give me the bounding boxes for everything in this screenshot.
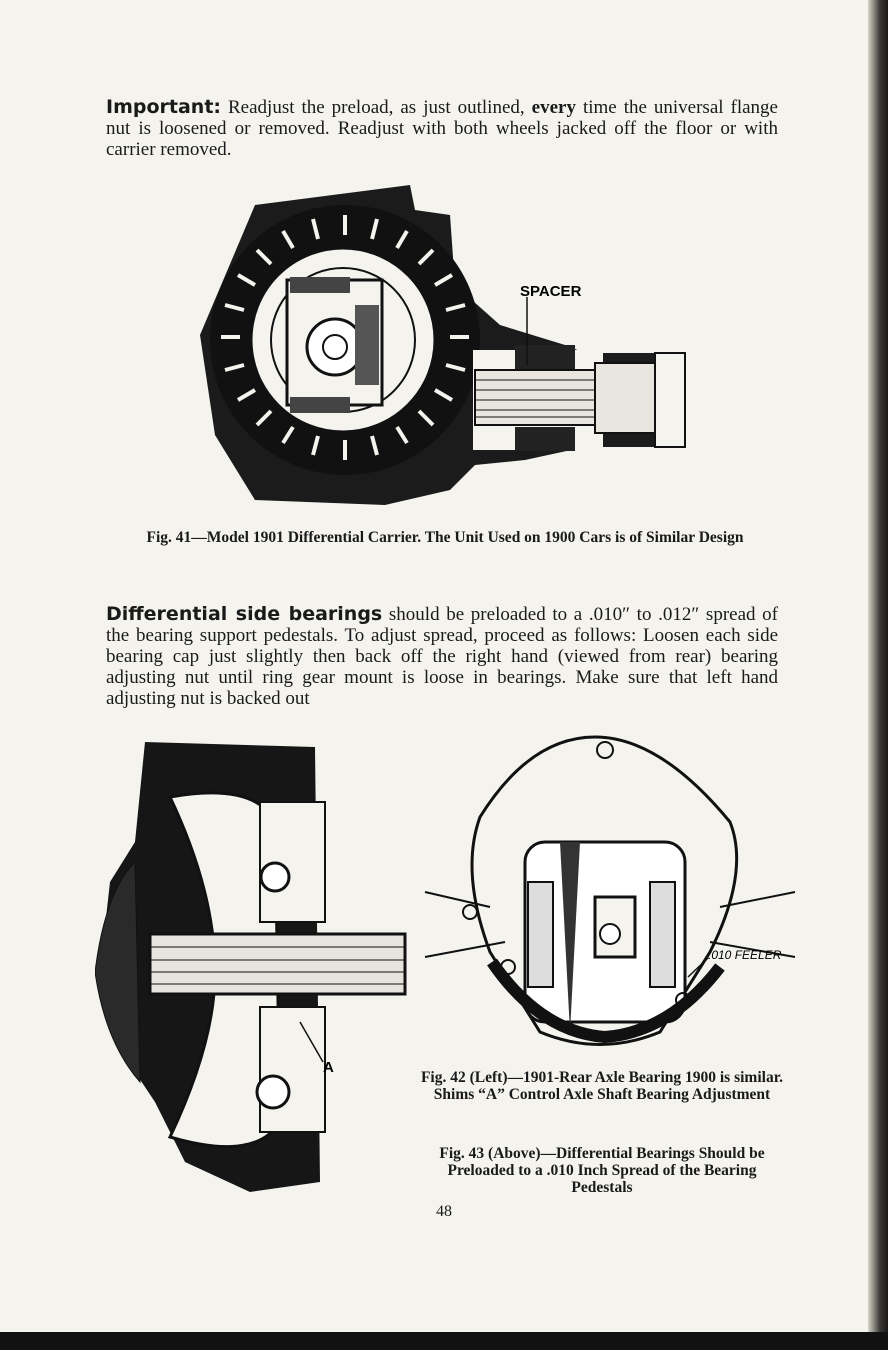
book-spine <box>868 0 888 1332</box>
differential-carrier-illustration <box>195 185 690 515</box>
fig42-caption: Fig. 42 (Left)—1901-Rear Axle Bearing 1900 is similar. Shims “A” Control Axle Shaft Bearing Adjustment <box>420 1069 784 1103</box>
important-lead: Important: <box>106 96 222 118</box>
important-text-1: Readjust the preload, as just outlined, <box>221 97 532 118</box>
side-bearings-lead: Differential side bearings <box>106 603 383 625</box>
fig41-caption: Fig. 41—Model 1901 Differential Carrier. The Unit Used on 1900 Cars is of Similar Design <box>146 529 744 546</box>
page-number: 48 <box>436 1203 452 1220</box>
fig43-caption: Fig. 43 (Above)—Differential Bearings Should be Preloaded to a .010 Inch Spread of the Bearing Pedestals <box>439 1145 765 1196</box>
side-bearings-paragraph <box>106 604 778 709</box>
bottom-edge <box>0 1332 888 1350</box>
side-bearings-text: should be preloaded to a .010″ to .012″ spread of the bearing support pedestals. To adjust spread, proceed as follows: Loosen each side bearing cap just slightly then back off the right hand (viewed from rear) bearing adjusting nut until ring gear mount is loose in bearings. Make sure that left hand adjusting nut is backed out <box>106 604 778 709</box>
differential-bearings-illustration <box>420 732 800 1062</box>
shim-a-label: A <box>323 1059 334 1076</box>
important-emphasis: every <box>531 97 576 118</box>
feeler-label: .010 FEELER <box>708 948 782 962</box>
important-text-2: time the universal flange nut is loosened or removed. Readjust with both wheels jacked off the floor or with carrier removed. <box>106 97 778 160</box>
important-paragraph <box>106 97 778 160</box>
spacer-label: SPACER <box>520 283 582 300</box>
rear-axle-bearing-illustration <box>95 742 415 1197</box>
